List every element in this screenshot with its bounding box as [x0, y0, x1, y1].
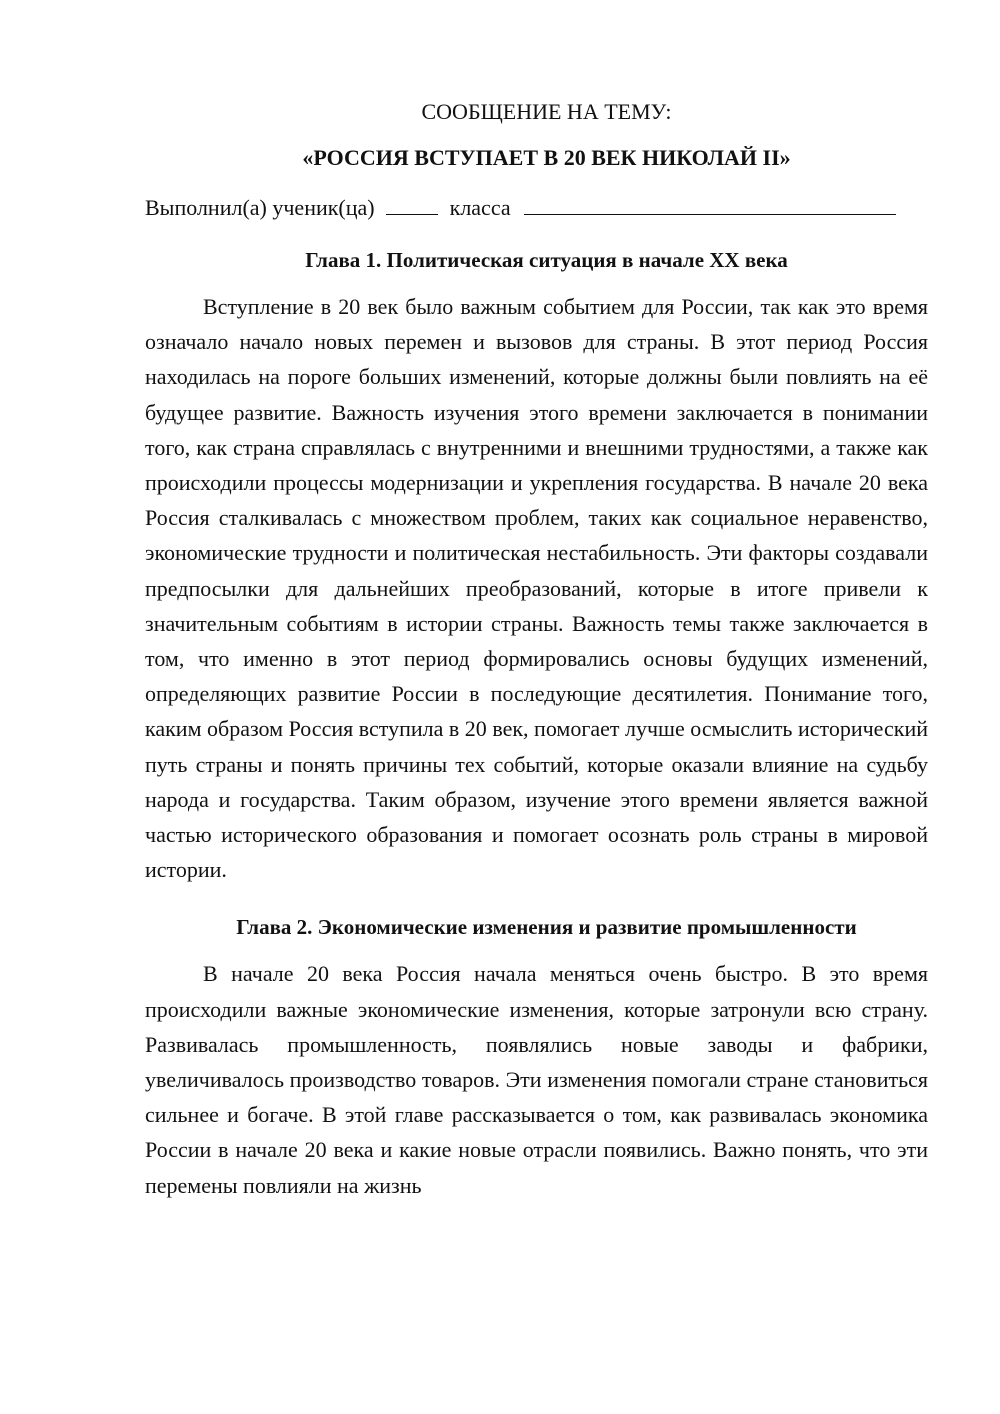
chapter-1-heading: Глава 1. Политическая ситуация в начале XX века: [305, 248, 788, 272]
document-heading-line-1: СООБЩЕНИЕ НА ТЕМУ:: [421, 99, 672, 124]
chapter-2-heading: Глава 2. Экономические изменения и развитие промышленности: [236, 915, 857, 940]
chapter-1-paragraph: Вступление в 20 век было важным событием для России, так как это время означало начало новых перемен и вызовов для страны. В этот период Россия находилась на пороге больших изменений, которые должны были повлиять на её будущее развитие. Важность изучения этого времени заключается в понимании того, как страна справлялась с внутренними и внешними трудностями, а также как происходили процессы модернизации и укрепления государства. В начале 20 века Россия сталкивалась с множеством проблем, таких как социальное неравенство, экономические трудности и политическая нестабильность. Эти факторы создавали предпосылки для дальнейших преобразований, которые в итоге привели к значительным событиям в истории страны. Важность темы также заключается в том, что именно в этот период формировались основы будущих изменений, определяющих развитие России в последующие десятилетия. Понимание того, каким образом Россия вступила в 20 век, помогает лучше осмыслить исторический путь страны и понять причины тех событий, которые оказали влияние на судьбу народа и государства. Таким образом, изучение этого времени является важной частью исторического образования и помогает осознать роль страны в мировой истории.: [145, 294, 928, 883]
document-heading-line-2: «РОССИЯ ВСТУПАЕТ В 20 ВЕК НИКОЛАЙ II»: [302, 145, 791, 170]
chapter-2-paragraph: В начале 20 века Россия начала меняться очень быстро. В это время происходили важные экономические изменения, которые затронули всю страну. Развивалась промышленность, появлялись новые заводы и фабрики, увеличивалось производство товаров. Эти изменения помогали стране становиться сильнее и богаче. В этой главе рассказывается о том, как развивалась экономика России в начале 20 века и какие новые отрасли появились. Важно понять, что эти перемены повлияли на жизнь: [145, 961, 928, 1198]
name-blank: [524, 192, 896, 215]
class-label: класса: [449, 195, 511, 220]
pupil-label: Выполнил(а) ученик(ца): [145, 195, 375, 220]
signature-line: [145, 192, 928, 224]
class-number-blank: [386, 192, 438, 215]
